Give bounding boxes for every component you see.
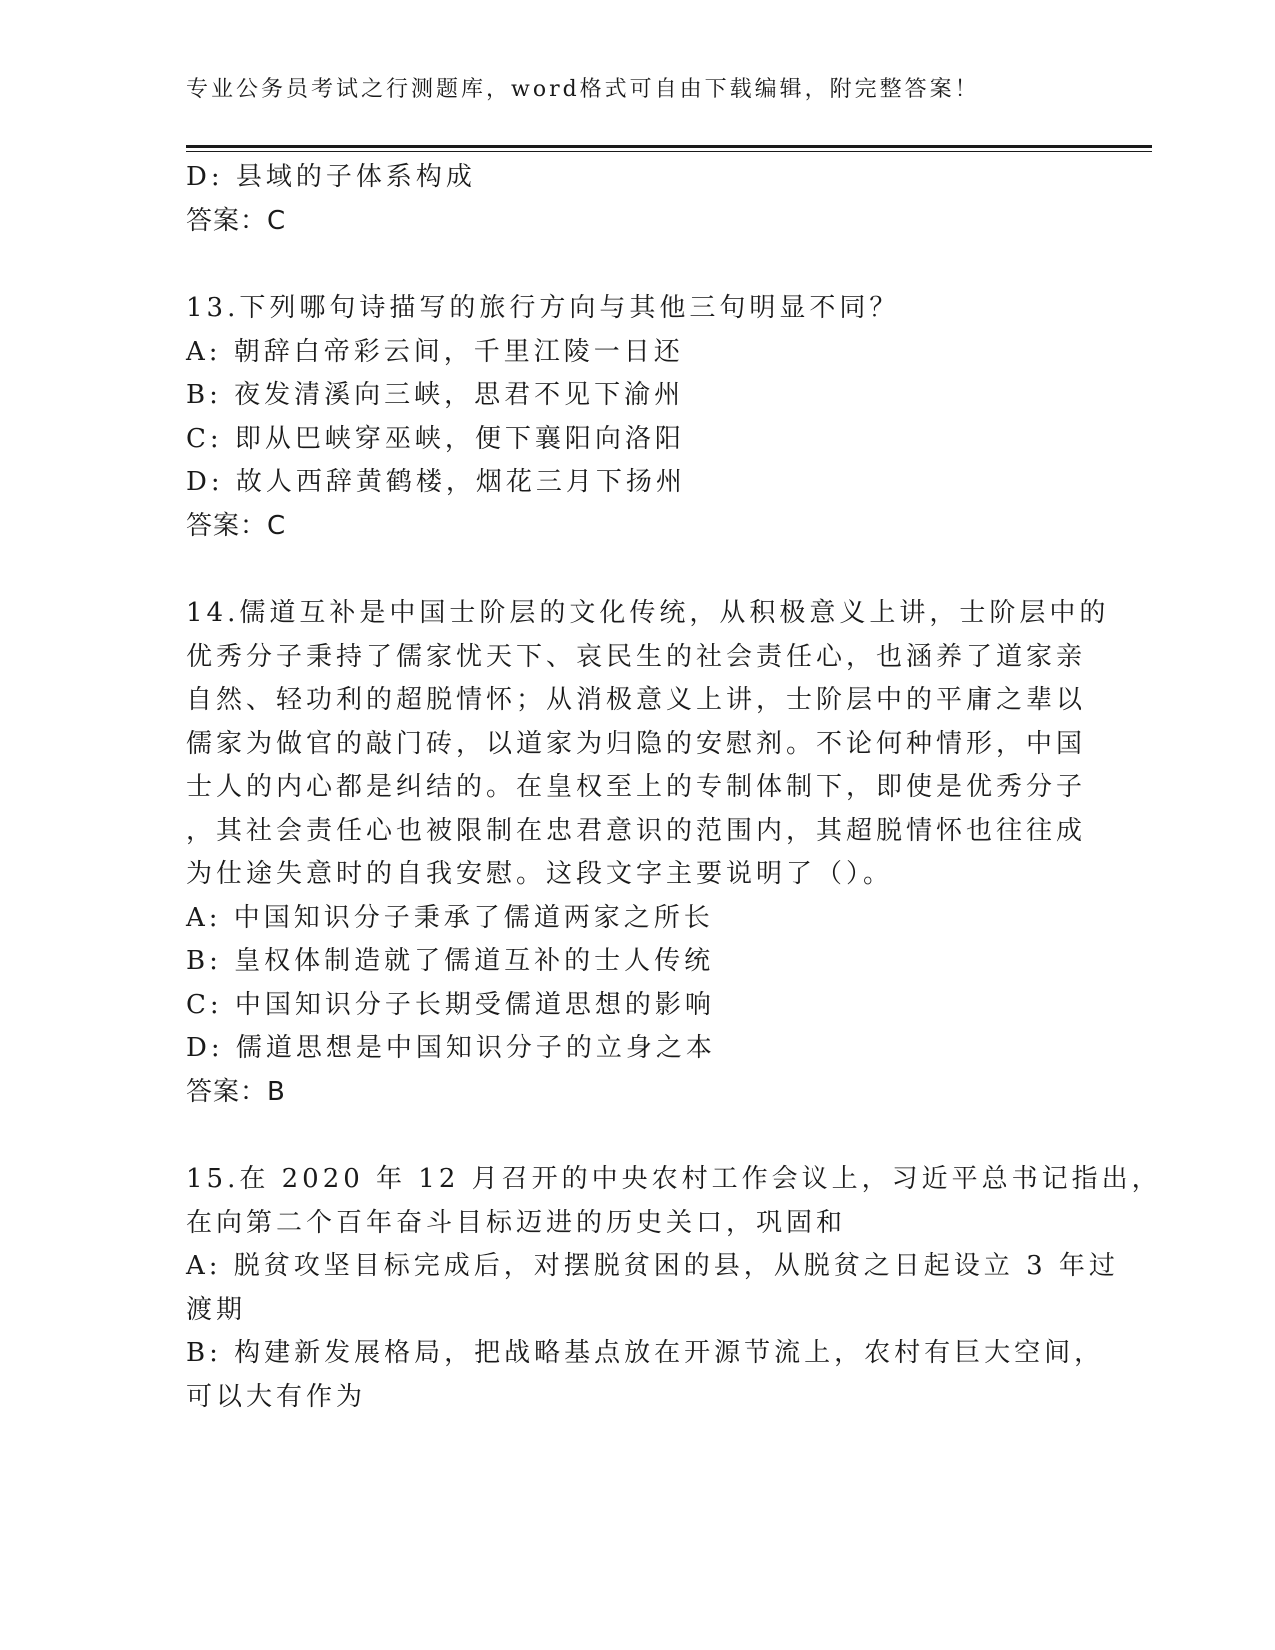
header-rule-thick <box>186 145 1152 148</box>
q14-question-line: 为仕途失意时的自我安慰。这段文字主要说明了（）。 <box>186 859 894 889</box>
q14-question-line: 优秀分子秉持了儒家忧天下、哀民生的社会责任心，也涵养了道家亲 <box>186 642 1087 672</box>
q13-question: 13.下列哪句诗描写的旅行方向与其他三句明显不同？ <box>186 293 900 323</box>
q13-option-c: C: 即从巴峡穿巫峡，便下襄阳向洛阳 <box>186 424 685 454</box>
q15-question-line: 15.在 2020 年 12 月召开的中央农村工作会议上，习近平总书记指出， <box>186 1164 1162 1194</box>
header-rule-thin <box>186 151 1152 152</box>
q14-answer: 答案：B <box>186 1077 286 1107</box>
q13-option-a: A: 朝辞白帝彩云间，千里江陵一日还 <box>186 337 684 367</box>
q15-option-a: A: 脱贫攻坚目标完成后，对摆脱贫困的县，从脱贫之日起设立 3 年过 <box>186 1251 1119 1281</box>
q14-option-d: D: 儒道思想是中国知识分子的立身之本 <box>186 1033 716 1063</box>
q14-question-line: 儒家为做官的敲门砖，以道家为归隐的安慰剂。不论何种情形，中国 <box>186 729 1087 759</box>
q14-option-c: C: 中国知识分子长期受儒道思想的影响 <box>186 990 715 1020</box>
q15-option-b-cont: 可以大有作为 <box>186 1382 367 1412</box>
page-header: 专业公务员考试之行测题库，word格式可自由下载编辑，附完整答案！ <box>186 77 980 102</box>
q12-option-d: D: 县域的子体系构成 <box>186 162 476 192</box>
q14-question-line: 士人的内心都是纠结的。在皇权至上的专制体制下，即使是优秀分子 <box>186 772 1087 802</box>
q14-question-line: 14.儒道互补是中国士阶层的文化传统，从积极意义上讲，士阶层中的 <box>186 598 1110 628</box>
q13-option-b: B: 夜发清溪向三峡，思君不见下渝州 <box>186 380 685 410</box>
q14-question-line: 自然、轻功利的超脱情怀；从消极意义上讲，士阶层中的平庸之辈以 <box>186 685 1087 715</box>
q14-option-a: A: 中国知识分子秉承了儒道两家之所长 <box>186 903 714 933</box>
q15-option-a-cont: 渡期 <box>186 1295 247 1325</box>
q14-option-b: B: 皇权体制造就了儒道互补的士人传统 <box>186 946 715 976</box>
q15-option-b: B: 构建新发展格局，把战略基点放在开源节流上，农村有巨大空间， <box>186 1338 1105 1368</box>
q14-question-line: ，其社会责任心也被限制在忠君意识的范围内，其超脱情怀也往往成 <box>186 816 1087 846</box>
q12-answer: 答案：C <box>186 206 287 236</box>
q13-option-d: D: 故人西辞黄鹤楼，烟花三月下扬州 <box>186 467 686 497</box>
q13-answer: 答案：C <box>186 511 287 541</box>
q15-question-line: 在向第二个百年奋斗目标迈进的历史关口，巩固和 <box>186 1208 847 1238</box>
